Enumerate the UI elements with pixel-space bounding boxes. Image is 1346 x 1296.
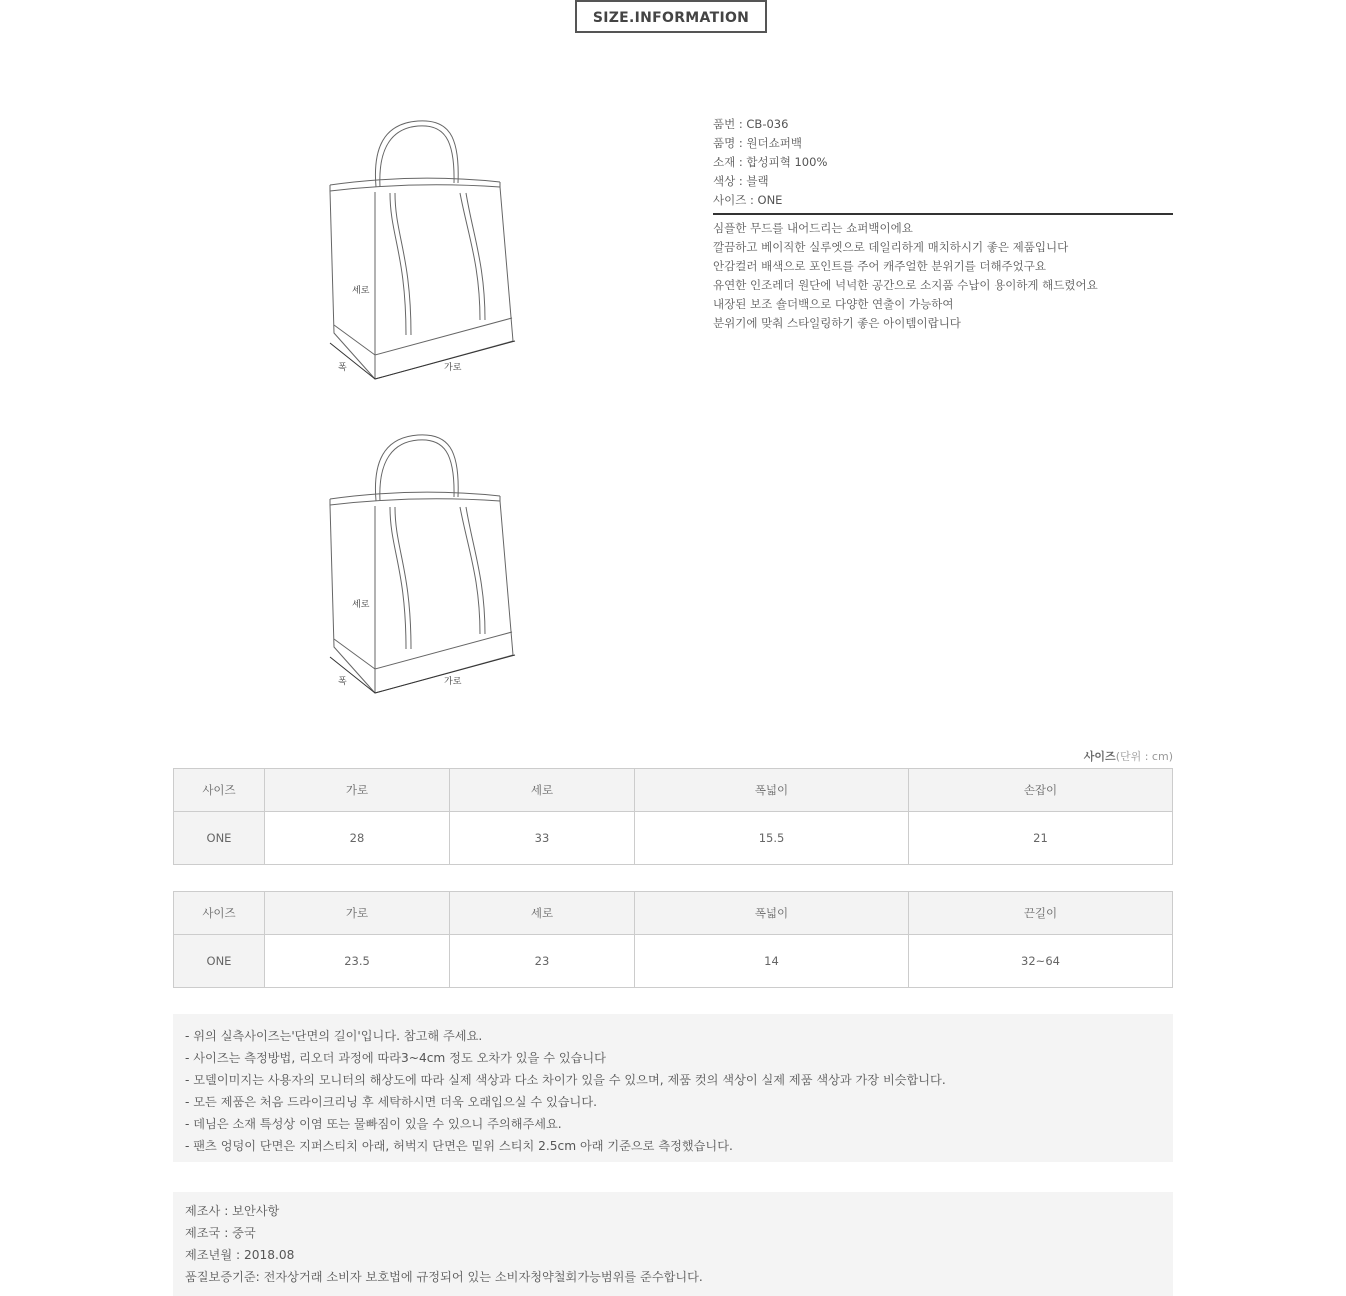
table-cell: 23 [450,935,635,988]
manufacturer-line: 제조국 : 중국 [185,1226,256,1240]
manufacturer-box [173,1192,1173,1296]
manufacturer-line: 품질보증기준: 전자상거래 소비자 보호법에 규정되어 있는 소비자청약철회가능범위를 준수합니다. [185,1270,703,1284]
table-header-cell: 세로 [450,769,635,812]
table-header-row [174,769,1173,812]
notice-line: - 사이즈는 측정방법, 리오더 과정에 따라3~4cm 정도 오차가 있을 수 있습니다 [185,1051,606,1065]
page-title: SIZE.INFORMATION [575,0,767,33]
description-line: 심플한 무드를 내어드리는 쇼퍼백이에요 [713,221,913,235]
size-unit-label: 사이즈 [1083,750,1116,763]
table-header-row [174,892,1173,935]
notice-line: - 데님은 소재 특성상 이염 또는 물빠짐이 있을 수 있으니 주의해주세요. [185,1117,562,1131]
product-size: 사이즈 : ONE [713,193,783,207]
width-label: 가로 [444,677,462,687]
table-cell: 14 [635,935,909,988]
table-header-cell: 세로 [450,892,635,935]
table-cell: 33 [450,812,635,865]
table-cell: 28 [265,812,450,865]
description-line: 유연한 인조레더 원단에 넉넉한 공간으로 소지품 수납이 용이하게 해드렸어요 [713,278,1098,292]
tote-bag-drawing [320,429,525,694]
table-cell: 32~64 [909,935,1173,988]
table-header-cell: 사이즈 [174,769,265,812]
table-cell: ONE [174,812,265,865]
table-cell: 23.5 [265,935,450,988]
table-cell: ONE [174,935,265,988]
width-label: 가로 [444,363,462,373]
table-header-cell: 가로 [265,769,450,812]
size-unit [1084,748,1173,764]
description-line: 깔끔하고 베이직한 실루엣으로 데일리하게 매치하시기 좋은 제품입니다 [713,240,1069,254]
tote-bag-drawing [320,115,525,380]
table-header-cell: 사이즈 [174,892,265,935]
size-table-shoulder-bag [173,891,1173,988]
product-code: 품번 : CB-036 [713,117,789,131]
table-header-cell: 가로 [265,892,450,935]
product-color: 색상 : 블랙 [713,174,769,188]
depth-label: 폭 [338,677,347,687]
description-line: 분위기에 맞춰 스타일링하기 좋은 아이템이랍니다 [713,316,961,330]
table-header-cell: 끈길이 [909,892,1173,935]
notice-line: - 위의 실측사이즈는'단면의 길이'입니다. 참고해 주세요. [185,1029,483,1043]
size-unit-value: (단위 : cm) [1115,750,1173,763]
table-header-cell: 폭넓이 [635,892,909,935]
description-line: 내장된 보조 숄더백으로 다양한 연출이 가능하여 [713,297,954,311]
depth-label: 폭 [338,363,347,373]
manufacturer-line: 제조사 : 보안사항 [185,1204,280,1218]
manufacturer-line: 제조년월 : 2018.08 [185,1248,295,1262]
notice-box [173,1014,1173,1162]
notice-line: - 팬츠 엉덩이 단면은 지퍼스티치 아래, 허벅지 단면은 밑위 스티치 2.5cm 아래 기준으로 측정했습니다. [185,1139,733,1153]
size-table-shopper [173,768,1173,865]
table-header-cell: 폭넓이 [635,769,909,812]
divider [713,213,1173,215]
table-row [174,935,1173,988]
product-name: 품명 : 원더쇼퍼백 [713,136,802,150]
notice-line: - 모델이미지는 사용자의 모니터의 해상도에 따라 실제 색상과 다소 차이가 있을 수 있으며, 제품 컷의 색상이 실제 제품 색상과 가장 비슷합니다. [185,1073,946,1087]
table-cell: 21 [909,812,1173,865]
table-row [174,812,1173,865]
height-label: 세로 [352,600,370,610]
bag-diagram-large [320,115,525,380]
notice-line: - 모든 제품은 처음 드라이크리닝 후 세탁하시면 더욱 오래입으실 수 있습니다. [185,1095,597,1109]
description-line: 안감컬러 배색으로 포인트를 주어 캐주얼한 분위기를 더해주었구요 [713,259,1046,273]
table-cell: 15.5 [635,812,909,865]
bag-diagram-small [320,429,525,694]
table-header-cell: 손잡이 [909,769,1173,812]
product-material: 소재 : 합성피혁 100% [713,155,828,169]
product-info [713,115,1173,333]
height-label: 세로 [352,286,370,296]
